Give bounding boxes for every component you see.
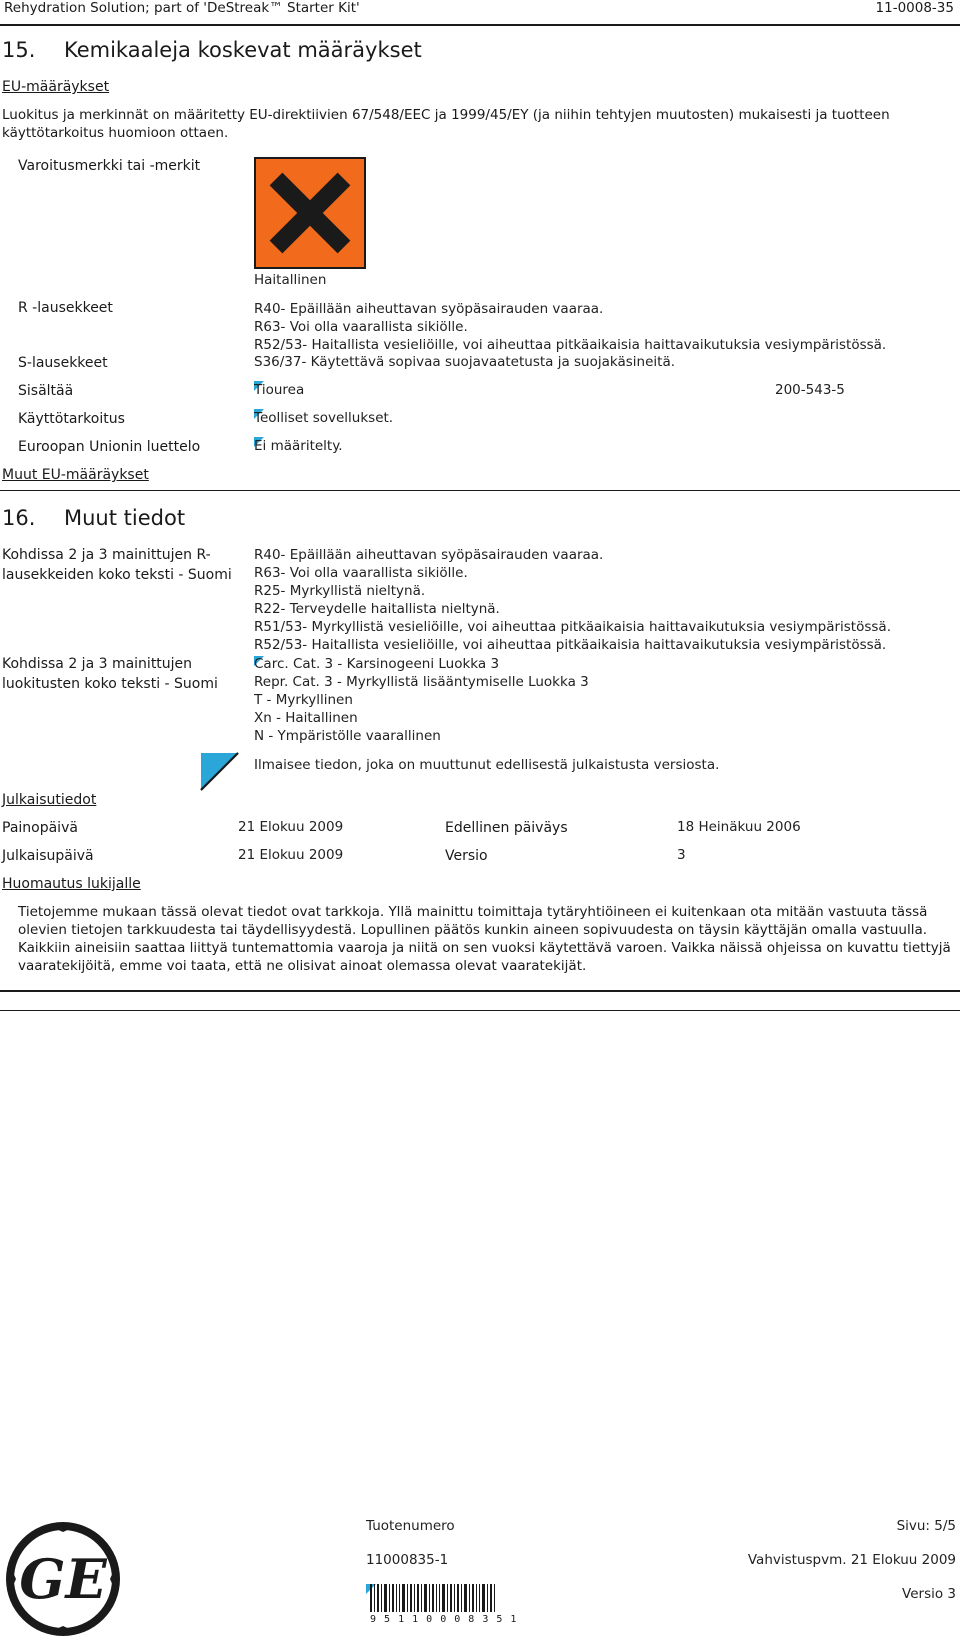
warning-symbols-label: Varoitusmerkki tai -merkit <box>18 158 201 174</box>
harmful-x-icon <box>254 157 366 269</box>
notice-text <box>18 903 951 975</box>
r-fulltext-label-1: Kohdissa 2 ja 3 mainittujen R- <box>2 547 211 563</box>
r-fulltext-list <box>254 546 891 654</box>
s-phrases-label: S-lausekkeet <box>18 355 108 371</box>
product-number: 11000835-1 <box>366 1552 449 1568</box>
issue-date-value: 21 Elokuu 2009 <box>238 847 344 863</box>
r-fulltext-item: R52/53- Haitallista vesieliöille, voi aiheuttaa pitkäaikaisia haittavaikutuksia vesiympäristössä. <box>254 637 887 653</box>
notice-line: olevien tietojen tarkkuudesta tai täydellisyydestä. Lopullinen päätös kunkin aineen sopivuudesta on täysin käyttäjän omalla vastuulla. <box>18 922 928 938</box>
r-phrases-label: R -lausekkeet <box>18 300 113 316</box>
section-15-title: Kemikaaleja koskevat määräykset <box>64 38 422 62</box>
hazard-caption: Haitallinen <box>254 272 327 288</box>
end-rule-1 <box>0 990 960 992</box>
r-fulltext-item: R63- Voi olla vaarallista sikiölle. <box>254 565 468 581</box>
notice-line: vaaratekijöitä, emme voi taata, että ne olisivat ainoat olemassa olevat vaaratekijät. <box>18 958 587 974</box>
previous-date-value: 18 Heinäkuu 2006 <box>677 819 801 835</box>
class-label-2: luokitusten koko teksti - Suomi <box>2 676 218 692</box>
r-fulltext-item: R25- Myrkyllistä nieltynä. <box>254 583 426 599</box>
contains-label: Sisältää <box>18 383 74 399</box>
contains-number: 200-543-5 <box>775 382 845 398</box>
contains-value: Tiourea <box>254 382 305 398</box>
page-indicator: Sivu: 5/5 <box>896 1518 956 1534</box>
use-label: Käyttötarkoitus <box>18 411 125 427</box>
class-item: Repr. Cat. 3 - Myrkyllistä lisääntymiselle Luokka 3 <box>254 674 589 690</box>
header-rule <box>0 24 960 26</box>
header-product: Rehydration Solution; part of 'DeStreak™ Starter Kit' <box>4 0 360 16</box>
version-value: 3 <box>677 847 686 863</box>
r-phrase: R52/53- Haitallista vesieliöille, voi aiheuttaa pitkäaikaisia haittavaikutuksia vesiympäristössä. <box>254 337 887 353</box>
print-date-label: Painopäivä <box>2 820 78 836</box>
section-16-number: 16. <box>2 506 36 530</box>
class-fulltext-list <box>254 655 589 745</box>
intro-line-1: Luokitus ja merkinnät on määritetty EU-direktiivien 67/548/EEC ja 1999/45/EY (ja niihin tehtyjen muutosten) mukaisesti ja tuotteen <box>2 107 890 123</box>
r-phrase: R63- Voi olla vaarallista sikiölle. <box>254 319 468 335</box>
footer-version: Versio 3 <box>902 1586 956 1602</box>
issue-date-label: Julkaisupäivä <box>2 848 94 864</box>
change-note: Ilmaisee tiedon, joka on muuttunut edellisestä julkaistusta versiosta. <box>254 757 720 773</box>
eu-regulations-heading: EU-määräykset <box>2 79 110 95</box>
r-fulltext-item: R40- Epäillään aiheuttavan syöpäsairauden vaaraa. <box>254 547 604 563</box>
ge-logo-text: GE <box>19 1547 107 1611</box>
change-legend-icon <box>200 752 240 792</box>
class-item: T - Myrkyllinen <box>254 692 353 708</box>
eu-list-label: Euroopan Unionin luettelo <box>18 439 201 455</box>
ge-logo <box>4 1520 122 1638</box>
use-value: Teolliset sovellukset. <box>254 410 394 426</box>
class-item: N - Ympäristölle vaarallinen <box>254 728 441 744</box>
validation-date: Vahvistuspvm. 21 Elokuu 2009 <box>747 1552 956 1568</box>
r-phrase: R40- Epäillään aiheuttavan syöpäsairauden vaaraa. <box>254 301 604 317</box>
end-rule-2 <box>0 1010 960 1011</box>
eu-list-value: Ei määritelty. <box>254 438 343 454</box>
notice-heading: Huomautus lukijalle <box>2 876 141 892</box>
r-fulltext-item: R22- Terveydelle haitallista nieltynä. <box>254 601 500 617</box>
notice-line: Tietojemme mukaan tässä olevat tiedot ovat tarkkoja. Yllä mainittu toimittaja tytäryhtiöineen ei kuitenkaan ota mitään vastuuta tässä <box>18 904 928 920</box>
class-item: Carc. Cat. 3 - Karsinogeeni Luokka 3 <box>254 656 500 672</box>
product-number-label: Tuotenumero <box>366 1518 455 1534</box>
class-item: Xn - Haitallinen <box>254 710 358 726</box>
previous-date-label: Edellinen päiväys <box>445 820 568 836</box>
section-15-number: 15. <box>2 38 36 62</box>
version-label: Versio <box>445 848 488 864</box>
r-phrases-list <box>254 300 886 354</box>
header-code: 11-0008-35 <box>875 0 954 16</box>
notice-line: Kaikkiin aineisiin saattaa liittyä tuntemattomia vaaroja ja niitä on sen vuoksi käytettävä varoen. Vaikka näissä ohjeissa on kuvattu tiettyjä <box>18 940 951 956</box>
other-eu-heading: Muut EU-määräykset <box>2 467 149 483</box>
intro-line-2: käyttötarkoitus huomioon ottaen. <box>2 125 229 141</box>
print-date-value: 21 Elokuu 2009 <box>238 819 344 835</box>
r-fulltext-label-2: lausekkeiden koko teksti - Suomi <box>2 567 232 583</box>
r-fulltext-item: R51/53- Myrkyllistä vesieliöille, voi aiheuttaa pitkäaikaisia haittavaikutuksia vesiympäristössä. <box>254 619 891 635</box>
s-phrase: S36/37- Käytettävä sopivaa suojavaatetusta ja suojakäsineitä. <box>254 354 676 370</box>
publication-heading: Julkaisutiedot <box>2 792 97 808</box>
barcode-digits: 9 5 1 1 0 0 0 8 3 5 1 <box>370 1614 518 1625</box>
class-label-1: Kohdissa 2 ja 3 mainittujen <box>2 656 193 672</box>
section-16-title: Muut tiedot <box>64 506 186 530</box>
section-rule <box>0 490 960 491</box>
